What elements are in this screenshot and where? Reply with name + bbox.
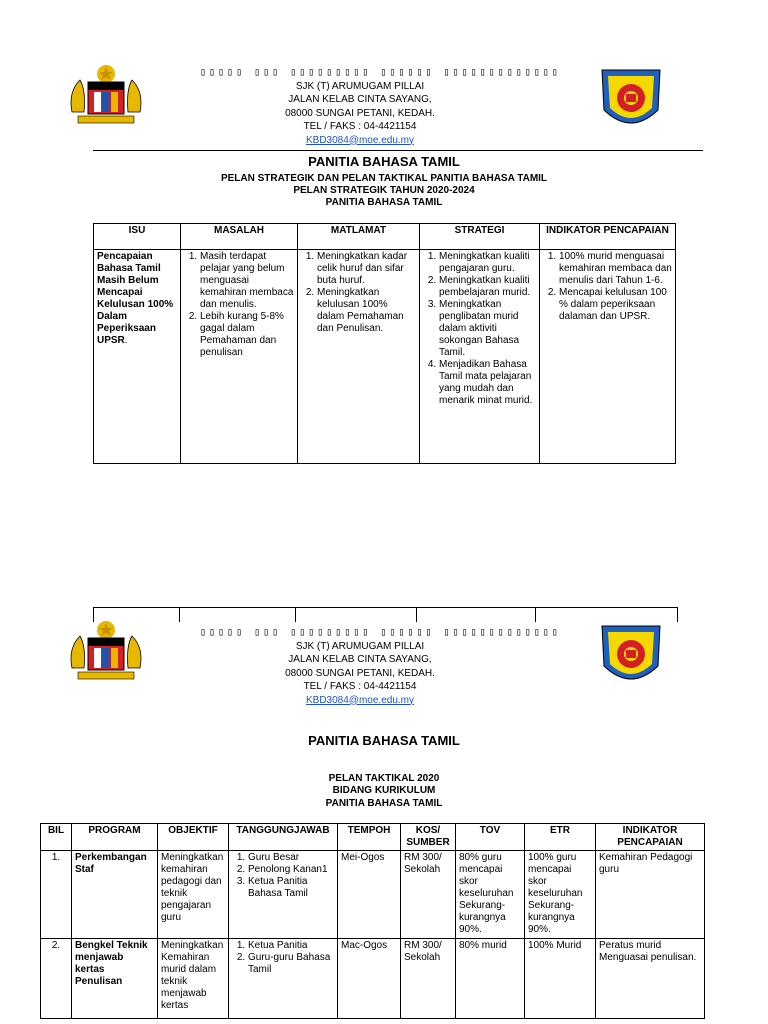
masalah-item: 1. Masih terdapat pelajar yang belum menguasai kemahiran membaca dan menulis. (200, 251, 294, 311)
cell-kos: RM 300/ Sekolah (401, 939, 456, 1019)
school-name: SJK (T) ARUMUGAM PILLAI (295, 640, 425, 652)
cell-bil: 2. (41, 939, 72, 1019)
col-header-program: PROGRAM (72, 824, 158, 851)
col-header-indikator: INDIKATOR PENCAPAIAN (596, 824, 705, 851)
header-divider-1 (93, 150, 703, 151)
col-header-indikator: INDIKATOR PENCAPAIAN (540, 224, 676, 250)
section-1-subtitle-1: PELAN STRATEGIK DAN PELAN TAKTIKAL PANITIA BAHASA TAMIL (220, 173, 548, 184)
email-link[interactable]: KBD3084@moe.edu.my (306, 694, 414, 706)
cell-matlamat (298, 250, 420, 464)
section-2-subtitle-1: PELAN TAKTIKAL 2020 (328, 773, 440, 784)
address-line-2: 08000 SUNGAI PETANI, KEDAH. (285, 667, 435, 679)
tanggungjawab-item: 3. Ketua Panitia Bahasa Tamil (248, 876, 334, 900)
address-line-1: JALAN KELAB CINTA SAYANG, (288, 654, 432, 665)
table-row (41, 851, 705, 939)
table-row (41, 939, 705, 1019)
address-line-1: JALAN KELAB CINTA SAYANG, (288, 94, 432, 105)
cell-tov: 80% guru mencapai skor keseluruhan Sekurang-kurangnya 90%. (456, 851, 525, 939)
col-header-isu: ISU (94, 224, 181, 250)
page-break-divider (295, 608, 296, 622)
section-2-subtitle-2: BIDANG KURIKULUM (332, 785, 436, 796)
phone-line: TEL / FAKS : 04-4421154 (303, 121, 417, 132)
cell-indikator (540, 250, 676, 464)
col-header-bil: BIL (41, 824, 72, 851)
tactical-plan-table (40, 823, 705, 1019)
col-header-masalah: MASALAH (181, 224, 298, 250)
school-badge-logo (598, 64, 664, 136)
cell-masalah (181, 250, 298, 464)
phone-line: TEL / FAKS : 04-4421154 (303, 681, 417, 692)
masalah-item: 2. Lebih kurang 5-8% gagal dalam Pemahaman dan penulisan (200, 311, 294, 359)
cell-objektif: Meningkatkan Kemahiran murid dalam teknik menjawab kertas (158, 939, 229, 1019)
cell-isu (94, 250, 181, 464)
indikator-item: 2. Mencapai kelulusan 100 % dalam peperiksaan dalaman dan UPSR. (559, 287, 672, 323)
page-break-table-edge (93, 607, 678, 622)
email-link[interactable]: KBD3084@moe.edu.my (306, 134, 414, 146)
isu-text: Pencapaian Bahasa Tamil Masih Belum Mencapai Kelulusan 100% Dalam Peperiksaan UPSR (97, 251, 174, 346)
col-header-objektif: OBJEKTIF (158, 824, 229, 851)
cell-etr: 100% Murid (525, 939, 596, 1019)
malaysia-crest-logo (64, 62, 148, 130)
cell-etr: 100% guru mencapai skor keseluruhan Sekurang-kurangnya 90%. (525, 851, 596, 939)
tanggungjawab-item: 2. Penolong Kanan1 (248, 864, 334, 876)
section-2-subtitle-3: PANITIA BAHASA TAMIL (325, 798, 443, 809)
section-1-subtitle-3: PANITIA BAHASA TAMIL (325, 197, 443, 208)
cell-tanggungjawab (229, 851, 338, 939)
malaysia-crest-logo (64, 618, 148, 686)
page-break-divider (416, 608, 417, 622)
strategi-item: 2. Meningkatkan kualiti pembelajaran murid. (439, 275, 536, 299)
col-header-tempoh: TEMPOH (338, 824, 401, 851)
cell-program: Perkembangan Staf (72, 851, 158, 939)
cell-program: Bengkel Teknik menjawab kertas Penulisan (72, 939, 158, 1019)
strategi-item: 1. Meningkatkan kualiti pengajaran guru. (439, 251, 536, 275)
matlamat-item: 2. Meningkatkan kelulusan 100% dalam Pemahaman dan Penulisan. (317, 287, 416, 335)
matlamat-item: 1. Meningkatkan kadar celik huruf dan sifar buta huruf. (317, 251, 416, 287)
page-break-divider (535, 608, 536, 622)
page-break-divider (179, 608, 180, 622)
col-header-matlamat: MATLAMAT (298, 224, 420, 250)
cell-tempoh: Mei-Ogos (338, 851, 401, 939)
cell-indikator: Kemahiran Pedagogi guru (596, 851, 705, 939)
indikator-item: 1. 100% murid menguasai kemahiran membaca dan menulis dari Tahun 1-6. (559, 251, 672, 287)
section-2-title: PANITIA BAHASA TAMIL (308, 733, 460, 748)
cell-kos: RM 300/ Sekolah (401, 851, 456, 939)
cell-tov: 80% murid (456, 939, 525, 1019)
col-header-tanggungjawab: TANGGUNGJAWAB (229, 824, 338, 851)
school-name: SJK (T) ARUMUGAM PILLAI (295, 80, 425, 92)
col-header-tov: TOV (456, 824, 525, 851)
cell-tanggungjawab (229, 939, 338, 1019)
col-header-etr: ETR (525, 824, 596, 851)
tanggungjawab-item: 1. Guru Besar (248, 852, 334, 864)
tanggungjawab-item: 1. Ketua Panitia (248, 940, 334, 952)
school-name-tamil: ▯▯▯▯▯ ▯▯▯ ▯▯▯▯▯▯▯▯▯ ▯▯▯▯▯▯ ▯▯▯▯▯▯▯▯▯▯▯▯▯ (200, 627, 561, 638)
strategi-item: 4. Menjadikan Bahasa Tamil mata pelajaran yang mudah dan menarik minat murid. (439, 359, 536, 407)
cell-indikator: Peratus murid Menguasai penulisan. (596, 939, 705, 1019)
school-name-tamil: ▯▯▯▯▯ ▯▯▯ ▯▯▯▯▯▯▯▯▯ ▯▯▯▯▯▯ ▯▯▯▯▯▯▯▯▯▯▯▯▯ (200, 67, 561, 78)
section-1-title: PANITIA BAHASA TAMIL (308, 154, 460, 169)
school-header-2 (200, 626, 561, 707)
school-badge-logo (598, 620, 664, 692)
isu-period: . (124, 335, 128, 346)
col-header-strategi: STRATEGI (420, 224, 540, 250)
cell-bil: 1. (41, 851, 72, 939)
strategic-plan-table (93, 223, 676, 464)
tanggungjawab-item: 2. Guru-guru Bahasa Tamil (248, 952, 334, 976)
strategi-item: 3. Meningkatkan penglibatan murid dalam aktiviti sokongan Bahasa Tamil. (439, 299, 536, 359)
cell-objektif: Meningkatkan kemahiran pedagogi dan teknik pengajaran guru (158, 851, 229, 939)
cell-strategi (420, 250, 540, 464)
col-header-kos: KOS/ SUMBER (401, 824, 456, 851)
school-header-1 (200, 66, 561, 147)
section-1-subtitle-2: PELAN STRATEGIK TAHUN 2020-2024 (293, 185, 475, 196)
address-line-2: 08000 SUNGAI PETANI, KEDAH. (285, 107, 435, 119)
cell-tempoh: Mac-Ogos (338, 939, 401, 1019)
